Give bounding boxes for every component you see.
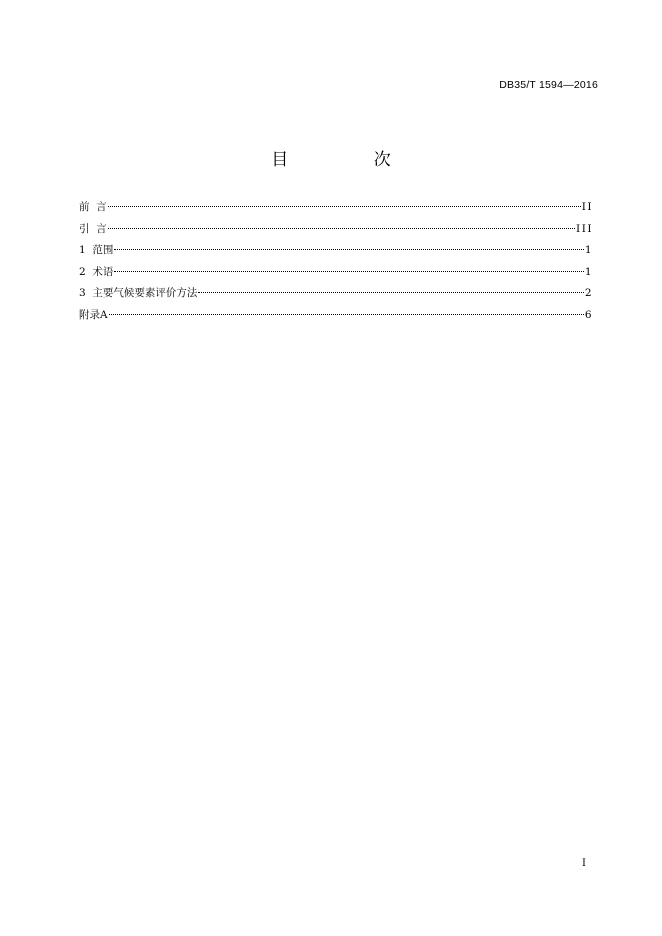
toc-entry-appendix-a[interactable] (79, 307, 593, 329)
toc-dot-leader (109, 314, 584, 315)
toc-entry-terms[interactable] (79, 264, 593, 286)
toc-dot-leader (108, 206, 581, 207)
toc-entry-page: II (581, 201, 593, 213)
toc-entry-label: 附录A (79, 308, 108, 321)
toc-entry-foreword[interactable] (79, 199, 593, 221)
toc-title: 目 次 (271, 150, 431, 170)
toc-entry-page: 2 (584, 287, 593, 299)
document-code: DB35/T 1594—2016 (499, 79, 598, 91)
toc-entry-page: III (576, 222, 593, 235)
toc-dot-leader (114, 271, 583, 272)
toc-entry-page: 1 (584, 244, 593, 256)
table-of-contents (79, 199, 593, 328)
toc-entry-label: 2 术语 (79, 265, 114, 278)
toc-entry-label: 前 言 (79, 201, 107, 213)
toc-entry-page: 1 (584, 265, 593, 278)
toc-entry-scope[interactable] (79, 242, 593, 264)
toc-entry-page: 6 (584, 308, 593, 321)
toc-dot-leader (198, 292, 583, 293)
page-number: I (582, 858, 586, 869)
toc-entry-label: 3 主要气候要素评价方法 (79, 287, 198, 299)
toc-dot-leader (114, 249, 583, 250)
toc-entry-label: 1 范围 (79, 244, 114, 256)
toc-dot-leader (108, 228, 575, 229)
toc-entry-label: 引 言 (79, 222, 107, 235)
toc-entry-methods[interactable] (79, 285, 593, 307)
toc-entry-introduction[interactable] (79, 221, 593, 243)
